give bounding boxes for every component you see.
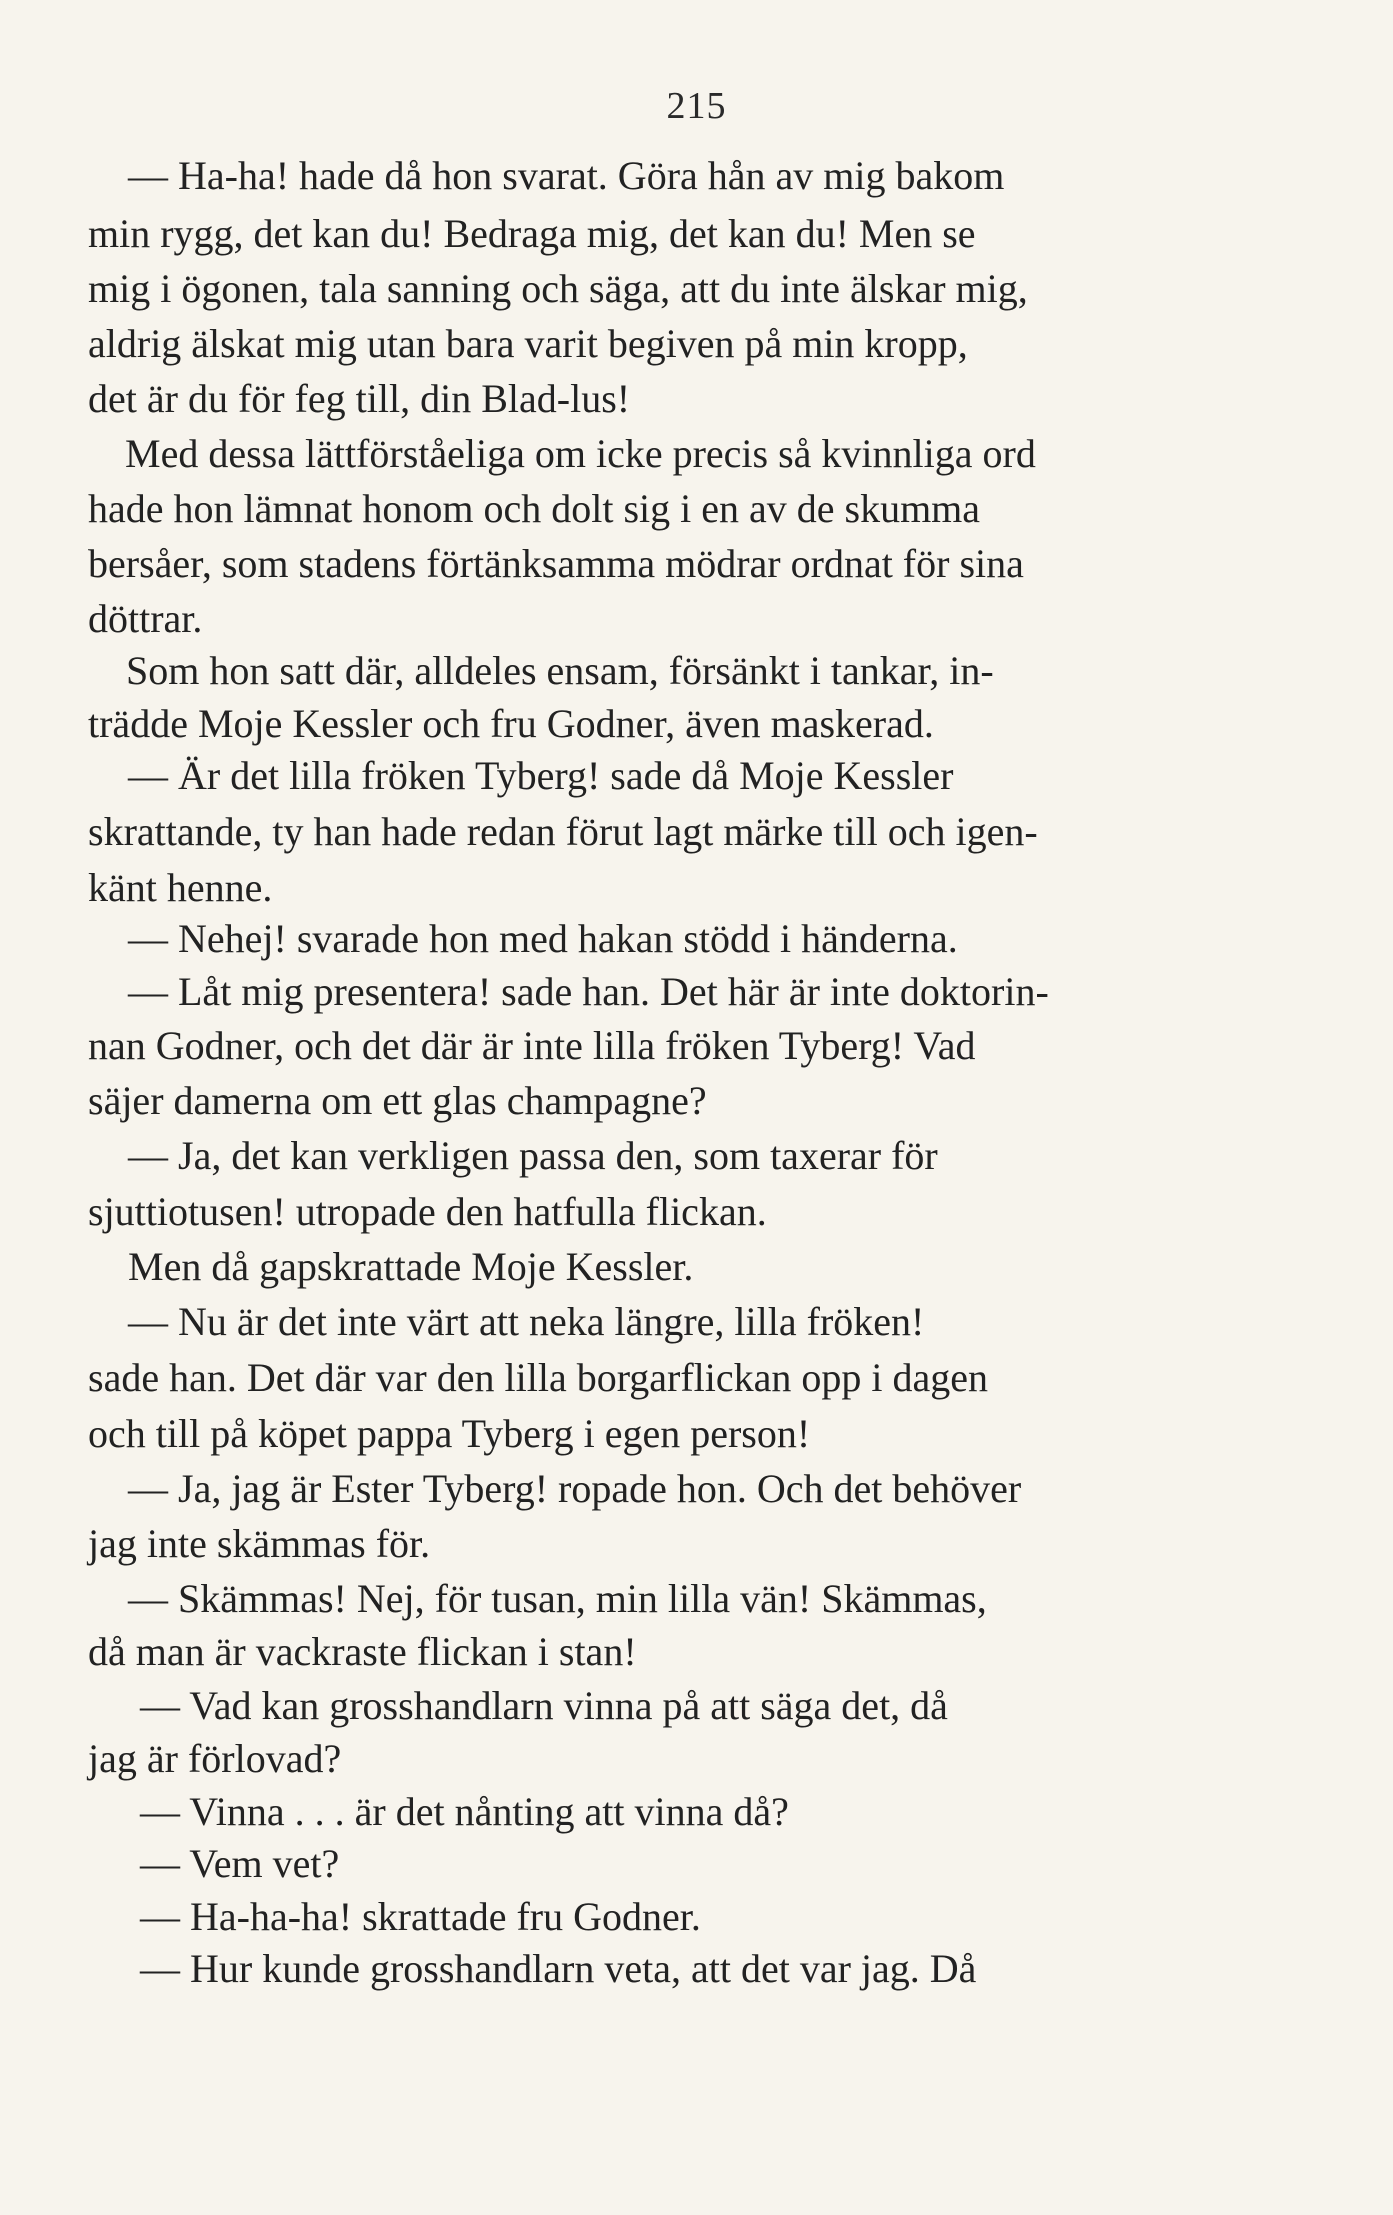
text-line: — Skämmas! Nej, för tusan, min lilla vän! Skämmas, — [128, 1576, 987, 1621]
text-line: — Ja, det kan verkligen passa den, som taxerar för — [128, 1133, 938, 1178]
page-number: 215 — [666, 85, 727, 127]
text-line: — Nehej! svarade hon med hakan stödd i händerna. — [128, 916, 958, 961]
text-line: hade hon lämnat honom och dolt sig i en av de skumma — [88, 486, 981, 531]
text-line: — Ja, jag är Ester Tyberg! ropade hon. Och det behöver — [128, 1466, 1022, 1511]
text-line: säjer damerna om ett glas champagne? — [88, 1078, 707, 1123]
text-line: känt henne. — [88, 865, 273, 910]
text-line: Med dessa lättförståeliga om icke precis så kvinnliga ord — [125, 431, 1036, 476]
text-line: mig i ögonen, tala sanning och säga, att du inte älskar mig, — [88, 266, 1028, 311]
text-line: döttrar. — [88, 596, 203, 641]
text-line: nan Godner, och det där är inte lilla fröken Tyberg! Vad — [88, 1023, 976, 1068]
text-line: sjuttiotusen! utropade den hatfulla flickan. — [88, 1189, 767, 1234]
text-line: bersåer, som stadens förtänksamma mödrar ordnat för sina — [88, 541, 1024, 586]
text-line: jag inte skämmas för. — [88, 1521, 431, 1566]
text-line: trädde Moje Kessler och fru Godner, även maskerad. — [88, 701, 934, 746]
text-line: då man är vackraste flickan i stan! — [88, 1629, 637, 1674]
text-line: — Vad kan grosshandlarn vinna på att säga det, då — [140, 1683, 948, 1728]
text-line: — Hur kunde grosshandlarn veta, att det var jag. Då — [140, 1946, 977, 1991]
text-line: skrattande, ty han hade redan förut lagt märke till och igen- — [88, 809, 1038, 854]
text-line: aldrig älskat mig utan bara varit begiven på min kropp, — [88, 321, 968, 366]
text-line: sade han. Det där var den lilla borgarflickan opp i dagen — [88, 1355, 989, 1400]
text-line: — Låt mig presentera! sade han. Det här är inte doktorin- — [128, 969, 1049, 1014]
text-line: det är du för feg till, din Blad-lus! — [88, 376, 631, 421]
text-line: jag är förlovad? — [88, 1736, 342, 1781]
text-line: — Nu är det inte värt att neka längre, lilla fröken! — [128, 1299, 925, 1344]
text-line: — Ha-ha! hade då hon svarat. Göra hån av mig bakom — [128, 153, 1005, 198]
text-line: — Ha-ha-ha! skrattade fru Godner. — [140, 1894, 701, 1939]
text-line: Men då gapskrattade Moje Kessler. — [128, 1244, 694, 1289]
text-line: och till på köpet pappa Tyberg i egen person! — [88, 1411, 811, 1456]
text-line: Som hon satt där, alldeles ensam, försänkt i tankar, in- — [126, 648, 994, 693]
text-line: min rygg, det kan du! Bedraga mig, det kan du! Men se — [88, 211, 976, 256]
text-line: — Vinna . . . är det nånting att vinna då? — [140, 1789, 789, 1834]
text-line: — Är det lilla fröken Tyberg! sade då Moje Kessler — [128, 753, 954, 798]
text-line: — Vem vet? — [140, 1841, 340, 1886]
